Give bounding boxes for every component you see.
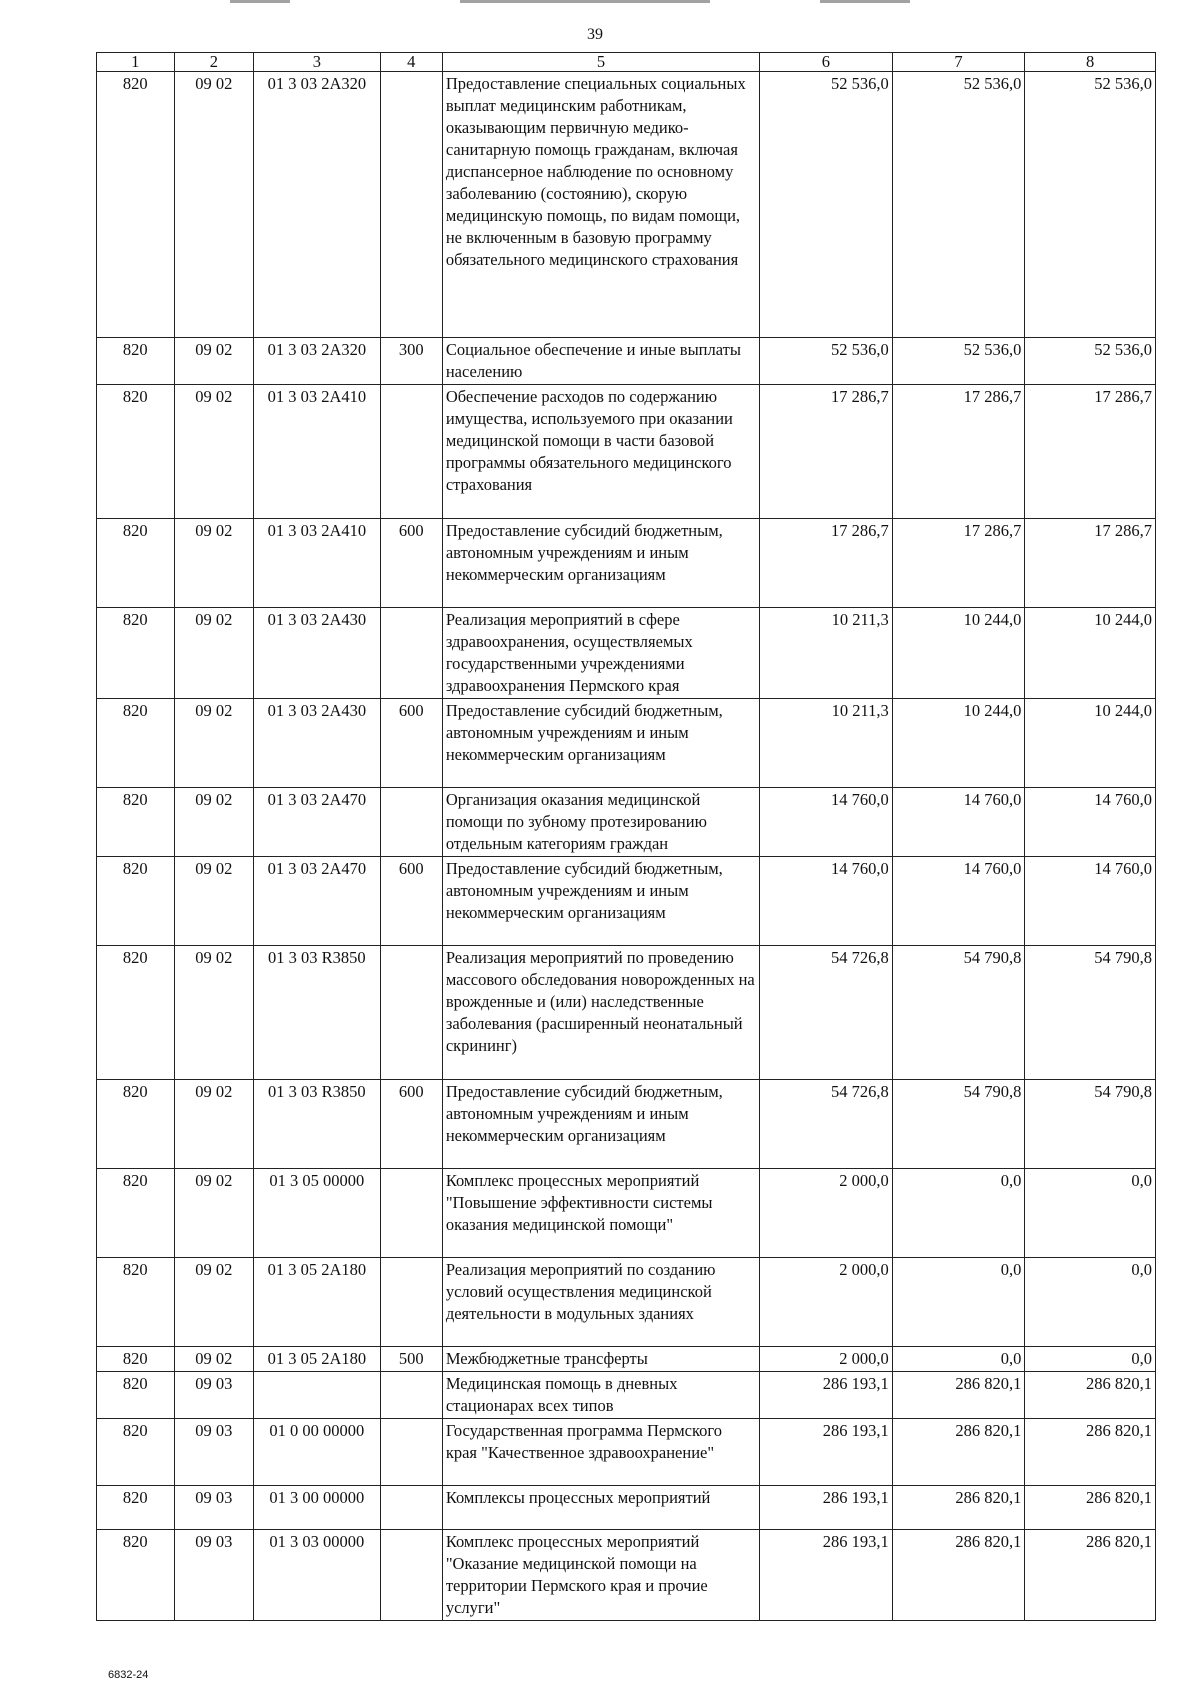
column-number-2: 2 [174, 53, 254, 72]
target-article-cell: 01 3 03 2А430 [254, 608, 381, 699]
admin-code-cell: 820 [97, 1486, 175, 1530]
amount-year-3-cell: 286 820,1 [1025, 1372, 1156, 1419]
item-name-cell: Реализация мероприятий по созданию условий осуществления медицинской деятельности в модульных зданиях [442, 1258, 759, 1347]
target-article-cell: 01 0 00 00000 [254, 1419, 381, 1486]
amount-year-2-cell: 286 820,1 [892, 1372, 1025, 1419]
section-code-cell: 09 02 [174, 1169, 254, 1258]
amount-year-3-cell: 286 820,1 [1025, 1419, 1156, 1486]
target-article-cell: 01 3 03 2А410 [254, 385, 381, 519]
column-number-7: 7 [892, 53, 1025, 72]
table-row [97, 1080, 1156, 1169]
expense-type-cell: 600 [380, 519, 442, 608]
section-code-cell: 09 02 [174, 385, 254, 519]
table-row [97, 1419, 1156, 1486]
section-code-cell: 09 02 [174, 699, 254, 788]
amount-year-3-cell: 10 244,0 [1025, 608, 1156, 699]
target-article-cell: 01 3 03 2А470 [254, 788, 381, 857]
column-number-3: 3 [254, 53, 381, 72]
amount-year-1-cell: 54 726,8 [760, 946, 893, 1080]
table-row [97, 1372, 1156, 1419]
item-name-cell: Реализация мероприятий по проведению массового обследования новорожденных на врожденные и (или) наследственные заболевания (расширенный неонатальный скрининг) [442, 946, 759, 1080]
expense-type-cell [380, 1419, 442, 1486]
budget-table [96, 52, 1156, 1621]
section-code-cell: 09 02 [174, 1258, 254, 1347]
item-name-cell: Предоставление субсидий бюджетным, автономным учреждениям и иным некоммерческим организациям [442, 519, 759, 608]
admin-code-cell: 820 [97, 1372, 175, 1419]
item-name-cell: Реализация мероприятий в сфере здравоохранения, осуществляемых государственными учреждениями здравоохранения Пермского края [442, 608, 759, 699]
admin-code-cell: 820 [97, 608, 175, 699]
amount-year-2-cell: 54 790,8 [892, 946, 1025, 1080]
admin-code-cell: 820 [97, 519, 175, 608]
admin-code-cell: 820 [97, 1419, 175, 1486]
target-article-cell: 01 3 05 00000 [254, 1169, 381, 1258]
column-number-6: 6 [760, 53, 893, 72]
section-code-cell: 09 03 [174, 1419, 254, 1486]
amount-year-1-cell: 52 536,0 [760, 72, 893, 338]
table-row [97, 1169, 1156, 1258]
admin-code-cell: 820 [97, 1347, 175, 1372]
amount-year-1-cell: 2 000,0 [760, 1347, 893, 1372]
admin-code-cell: 820 [97, 699, 175, 788]
table-row [97, 72, 1156, 338]
amount-year-3-cell: 52 536,0 [1025, 338, 1156, 385]
amount-year-3-cell: 52 536,0 [1025, 72, 1156, 338]
target-article-cell: 01 3 03 R3850 [254, 1080, 381, 1169]
item-name-cell: Организация оказания медицинской помощи по зубному протезированию отдельным категориям граждан [442, 788, 759, 857]
amount-year-3-cell: 14 760,0 [1025, 788, 1156, 857]
amount-year-1-cell: 2 000,0 [760, 1258, 893, 1347]
table-row [97, 608, 1156, 699]
section-code-cell: 09 02 [174, 857, 254, 946]
table-row [97, 338, 1156, 385]
admin-code-cell: 820 [97, 338, 175, 385]
column-number-4: 4 [380, 53, 442, 72]
table-row [97, 1347, 1156, 1372]
amount-year-1-cell: 17 286,7 [760, 519, 893, 608]
expense-type-cell [380, 1486, 442, 1530]
target-article-cell: 01 3 05 2А180 [254, 1347, 381, 1372]
item-name-cell: Государственная программа Пермского края "Качественное здравоохранение" [442, 1419, 759, 1486]
amount-year-3-cell: 17 286,7 [1025, 519, 1156, 608]
section-code-cell: 09 02 [174, 72, 254, 338]
amount-year-2-cell: 17 286,7 [892, 519, 1025, 608]
item-name-cell: Комплекс процессных мероприятий "Повышение эффективности системы оказания медицинской помощи" [442, 1169, 759, 1258]
amount-year-1-cell: 286 193,1 [760, 1372, 893, 1419]
section-code-cell: 09 02 [174, 1347, 254, 1372]
admin-code-cell: 820 [97, 1080, 175, 1169]
section-code-cell: 09 02 [174, 338, 254, 385]
amount-year-3-cell: 10 244,0 [1025, 699, 1156, 788]
admin-code-cell: 820 [97, 72, 175, 338]
table-row [97, 385, 1156, 519]
amount-year-1-cell: 54 726,8 [760, 1080, 893, 1169]
amount-year-1-cell: 52 536,0 [760, 338, 893, 385]
amount-year-2-cell: 0,0 [892, 1347, 1025, 1372]
expense-type-cell [380, 1258, 442, 1347]
column-number-1: 1 [97, 53, 175, 72]
expense-type-cell: 300 [380, 338, 442, 385]
section-code-cell: 09 03 [174, 1530, 254, 1621]
table-row [97, 699, 1156, 788]
amount-year-2-cell: 286 820,1 [892, 1419, 1025, 1486]
item-name-cell: Межбюджетные трансферты [442, 1347, 759, 1372]
admin-code-cell: 820 [97, 946, 175, 1080]
target-article-cell [254, 1372, 381, 1419]
section-code-cell: 09 03 [174, 1372, 254, 1419]
target-article-cell: 01 3 03 00000 [254, 1530, 381, 1621]
amount-year-1-cell: 14 760,0 [760, 788, 893, 857]
table-row [97, 1486, 1156, 1530]
expense-type-cell: 500 [380, 1347, 442, 1372]
amount-year-3-cell: 14 760,0 [1025, 857, 1156, 946]
amount-year-1-cell: 10 211,3 [760, 608, 893, 699]
admin-code-cell: 820 [97, 385, 175, 519]
expense-type-cell [380, 385, 442, 519]
amount-year-3-cell: 54 790,8 [1025, 1080, 1156, 1169]
expense-type-cell: 600 [380, 699, 442, 788]
column-number-8: 8 [1025, 53, 1156, 72]
target-article-cell: 01 3 03 2А470 [254, 857, 381, 946]
target-article-cell: 01 3 03 2А430 [254, 699, 381, 788]
item-name-cell: Предоставление субсидий бюджетным, автономным учреждениям и иным некоммерческим организациям [442, 1080, 759, 1169]
column-number-5: 5 [442, 53, 759, 72]
amount-year-1-cell: 14 760,0 [760, 857, 893, 946]
expense-type-cell [380, 72, 442, 338]
expense-type-cell [380, 1530, 442, 1621]
item-name-cell: Медицинская помощь в дневных стационарах всех типов [442, 1372, 759, 1419]
table-row [97, 857, 1156, 946]
expense-type-cell [380, 608, 442, 699]
table-row [97, 946, 1156, 1080]
amount-year-2-cell: 54 790,8 [892, 1080, 1025, 1169]
expense-type-cell [380, 1169, 442, 1258]
scan-artifact [460, 0, 710, 3]
section-code-cell: 09 02 [174, 788, 254, 857]
admin-code-cell: 820 [97, 857, 175, 946]
amount-year-1-cell: 286 193,1 [760, 1530, 893, 1621]
item-name-cell: Предоставление специальных социальных выплат медицинским работникам, оказывающим первичную медико-санитарную помощь гражданам, включая диспансерное наблюдение по основному заболеванию (состоянию), скорую медицинскую помощь, по видам помощи, не включенным в базовую программу обязательного медицинского страхования [442, 72, 759, 338]
page-number: 39 [587, 26, 603, 43]
expense-type-cell: 600 [380, 1080, 442, 1169]
scan-artifact [230, 0, 290, 3]
amount-year-2-cell: 14 760,0 [892, 788, 1025, 857]
table-row [97, 1530, 1156, 1621]
amount-year-1-cell: 286 193,1 [760, 1419, 893, 1486]
amount-year-3-cell: 17 286,7 [1025, 385, 1156, 519]
table-row [97, 1258, 1156, 1347]
amount-year-1-cell: 17 286,7 [760, 385, 893, 519]
amount-year-1-cell: 2 000,0 [760, 1169, 893, 1258]
target-article-cell: 01 3 03 2А320 [254, 72, 381, 338]
amount-year-1-cell: 10 211,3 [760, 699, 893, 788]
section-code-cell: 09 03 [174, 1486, 254, 1530]
amount-year-3-cell: 0,0 [1025, 1169, 1156, 1258]
amount-year-2-cell: 0,0 [892, 1169, 1025, 1258]
target-article-cell: 01 3 03 2А320 [254, 338, 381, 385]
target-article-cell: 01 3 05 2А180 [254, 1258, 381, 1347]
item-name-cell: Комплекс процессных мероприятий "Оказание медицинской помощи на территории Пермского края и прочие услуги" [442, 1530, 759, 1621]
admin-code-cell: 820 [97, 1169, 175, 1258]
amount-year-3-cell: 54 790,8 [1025, 946, 1156, 1080]
admin-code-cell: 820 [97, 1530, 175, 1621]
item-name-cell: Предоставление субсидий бюджетным, автономным учреждениям и иным некоммерческим организациям [442, 857, 759, 946]
footer-code: 6832-24 [108, 1669, 149, 1681]
amount-year-2-cell: 286 820,1 [892, 1486, 1025, 1530]
amount-year-3-cell: 0,0 [1025, 1347, 1156, 1372]
section-code-cell: 09 02 [174, 608, 254, 699]
admin-code-cell: 820 [97, 1258, 175, 1347]
expense-type-cell [380, 946, 442, 1080]
section-code-cell: 09 02 [174, 946, 254, 1080]
item-name-cell: Социальное обеспечение и иные выплаты населению [442, 338, 759, 385]
target-article-cell: 01 3 03 2А410 [254, 519, 381, 608]
scan-artifact [820, 0, 910, 3]
amount-year-1-cell: 286 193,1 [760, 1486, 893, 1530]
item-name-cell: Предоставление субсидий бюджетным, автономным учреждениям и иным некоммерческим организациям [442, 699, 759, 788]
target-article-cell: 01 3 00 00000 [254, 1486, 381, 1530]
table-row [97, 788, 1156, 857]
column-number-row [97, 53, 1156, 72]
table-body [97, 72, 1156, 1621]
item-name-cell: Обеспечение расходов по содержанию имущества, используемого при оказании медицинской помощи в части базовой программы обязательного медицинского страхования [442, 385, 759, 519]
amount-year-2-cell: 52 536,0 [892, 338, 1025, 385]
amount-year-3-cell: 286 820,1 [1025, 1486, 1156, 1530]
section-code-cell: 09 02 [174, 1080, 254, 1169]
amount-year-2-cell: 10 244,0 [892, 608, 1025, 699]
amount-year-2-cell: 286 820,1 [892, 1530, 1025, 1621]
target-article-cell: 01 3 03 R3850 [254, 946, 381, 1080]
item-name-cell: Комплексы процессных мероприятий [442, 1486, 759, 1530]
section-code-cell: 09 02 [174, 519, 254, 608]
amount-year-2-cell: 14 760,0 [892, 857, 1025, 946]
expense-type-cell [380, 788, 442, 857]
amount-year-2-cell: 17 286,7 [892, 385, 1025, 519]
amount-year-3-cell: 0,0 [1025, 1258, 1156, 1347]
expense-type-cell: 600 [380, 857, 442, 946]
table-row [97, 519, 1156, 608]
admin-code-cell: 820 [97, 788, 175, 857]
amount-year-2-cell: 52 536,0 [892, 72, 1025, 338]
expense-type-cell [380, 1372, 442, 1419]
amount-year-3-cell: 286 820,1 [1025, 1530, 1156, 1621]
amount-year-2-cell: 10 244,0 [892, 699, 1025, 788]
amount-year-2-cell: 0,0 [892, 1258, 1025, 1347]
